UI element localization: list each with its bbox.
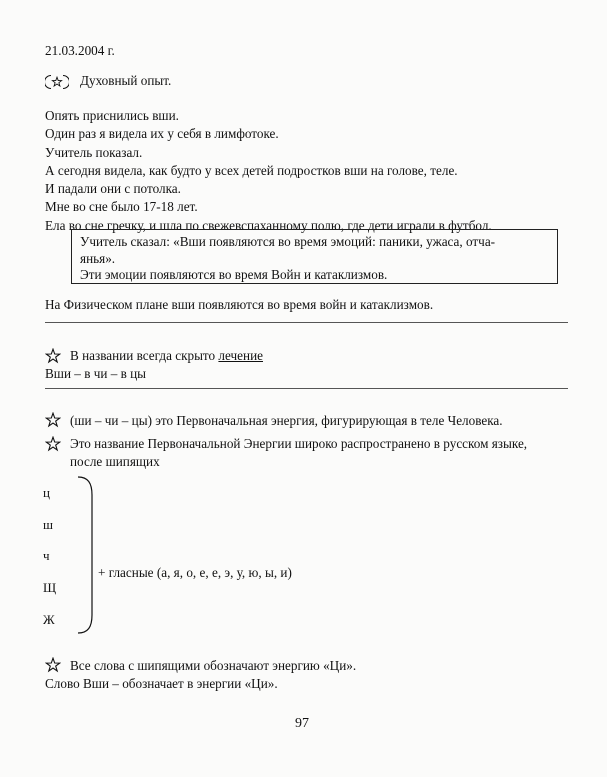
hissing-letter: ч xyxy=(43,548,50,563)
energy-note-2-line2: после шипящих xyxy=(70,454,160,469)
paragraph-line: Учитель показал. xyxy=(45,144,143,160)
hissing-letter: Щ xyxy=(43,580,57,595)
star-icon xyxy=(45,412,61,428)
hissing-letter: ц xyxy=(43,485,50,500)
paragraph-line: Один раз я видела их у себя в лимфотоке. xyxy=(45,126,279,142)
underlined-word: лечение xyxy=(218,348,263,363)
conclusion-line2: Слово Вши – обозначает в энергии «Ци». xyxy=(45,676,278,691)
dream-paragraph xyxy=(45,107,492,235)
paragraph-line: И падали они с потолка. xyxy=(45,181,181,197)
conclusion-line1: Все слова с шипящими обозначают энергию «Ци». xyxy=(70,658,357,673)
moon-star-emblem-icon xyxy=(45,74,69,90)
name-note-prefix: В названии всегда скрыто xyxy=(70,348,219,363)
name-note xyxy=(70,348,263,364)
paragraph-line: Мне во сне было 17-18 лет. xyxy=(45,199,198,215)
star-icon xyxy=(45,348,61,364)
star-icon xyxy=(45,657,61,673)
hissing-letter: ш xyxy=(43,517,54,532)
quote-line: янья». xyxy=(80,250,116,266)
energy-note-2-line1: Это название Первоначальной Энергии широко распространено в русском языке, xyxy=(70,436,528,451)
hissing-letter: Ж xyxy=(43,612,55,627)
paragraph-line: А сегодня видела, как будто у всех детей подростков вши на голове, теле. xyxy=(45,162,458,178)
teacher-quote-box xyxy=(71,229,558,284)
energy-note-1: (ши – чи – цы) это Первоначальная энергия, фигурирующая в теле Человека. xyxy=(70,413,503,428)
paragraph-line: Ела во сне гречку, и шла по свежевспаханному полю, где дети играли в футбол. xyxy=(45,217,492,233)
physical-plane-text: На Физическом плане вши появляются во время войн и катаклизмов. xyxy=(45,297,434,312)
page-number: 97 xyxy=(295,716,309,731)
right-brace xyxy=(76,475,100,635)
quote-line: Учитель сказал: «Вши появляются во время эмоций: паники, ужаса, отча- xyxy=(80,234,496,249)
section-title: Духовный опыт. xyxy=(80,73,172,88)
vowels-text: + гласные (а, я, о, е, е, э, у, ю, ы, и) xyxy=(98,565,292,580)
lice-etymology: Вши – в чи – в цы xyxy=(45,366,147,381)
divider xyxy=(45,322,568,323)
paragraph-line: Опять приснились вши. xyxy=(45,108,179,123)
quote-line: Эти эмоции появляются во время Войн и катаклизмов. xyxy=(80,267,388,282)
star-icon xyxy=(45,436,61,452)
date: 21.03.2004 г. xyxy=(45,43,115,58)
divider xyxy=(45,388,568,389)
